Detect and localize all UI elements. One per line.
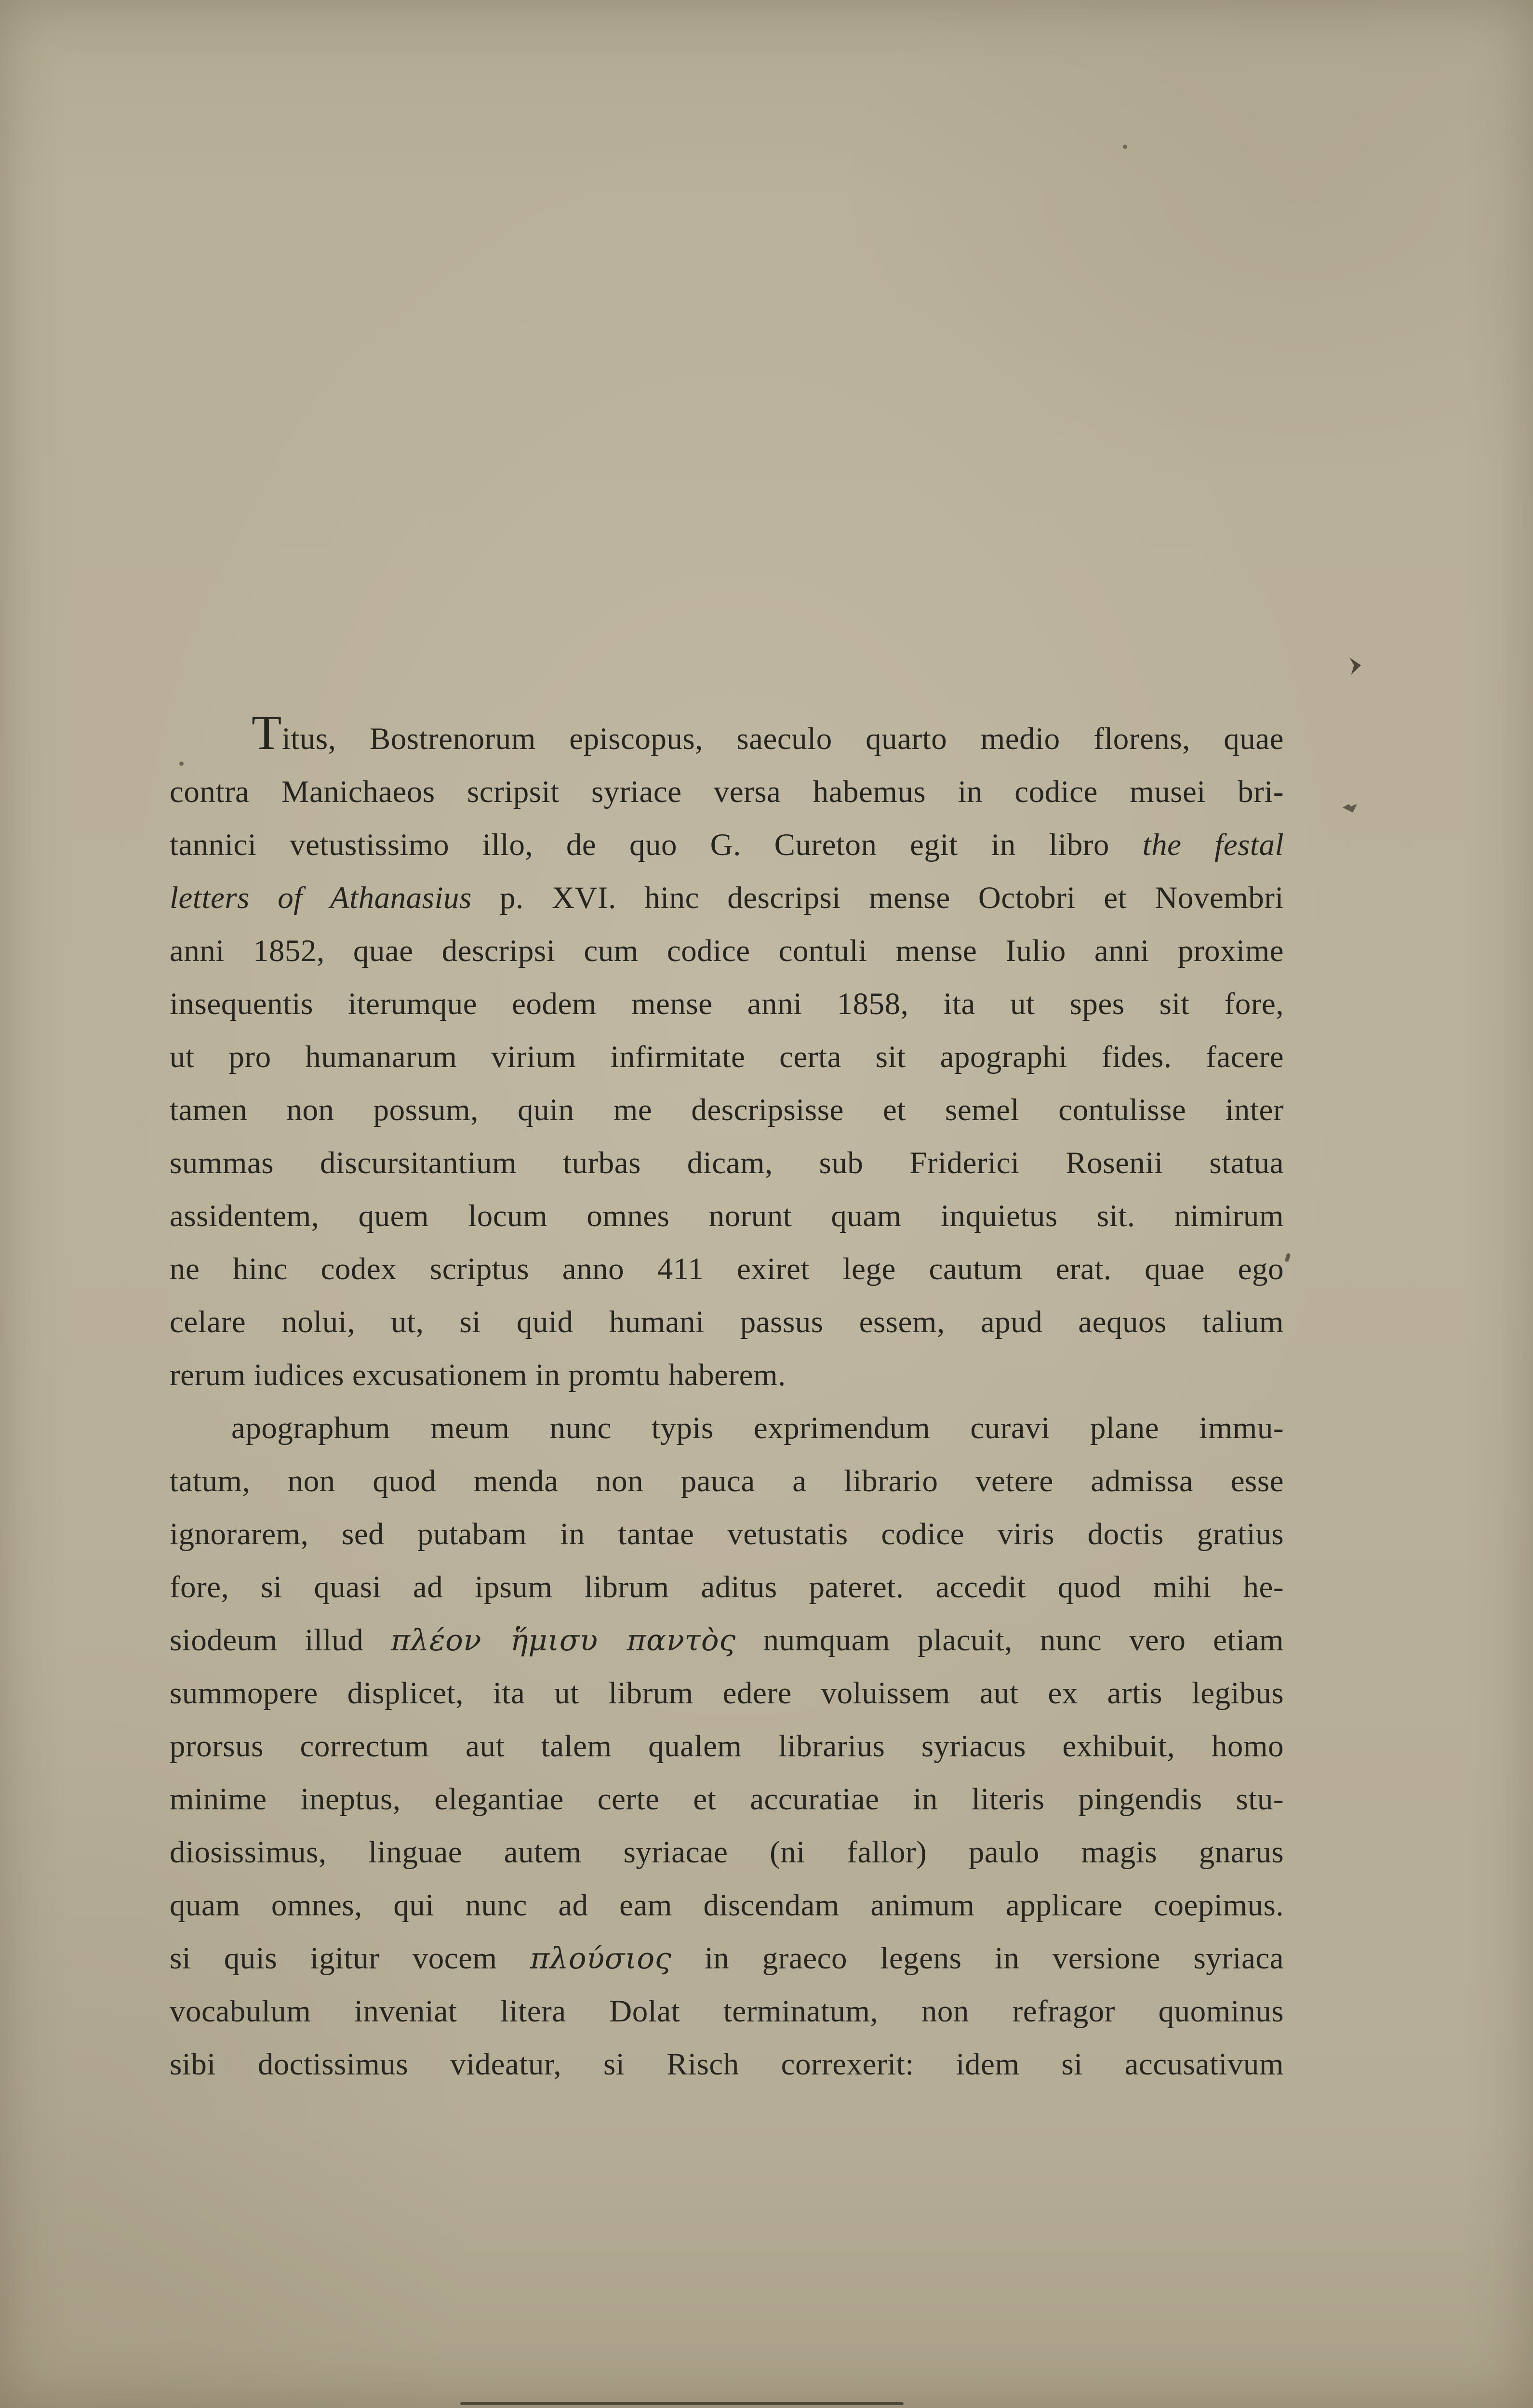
text-segment: in graeco legens in versione syriaca [671,1941,1284,1976]
text-line [170,1243,1284,1296]
drop-cap: T [252,706,282,760]
text-segment: quam omnes, qui nunc ad eam discendam animum applicare coepimus. [170,1888,1284,1923]
text-segment: contra Manichaeos scripsit syriace versa habemus in codice musei bri- [170,775,1284,809]
text-segment: celare nolui, ut, si quid humani passus essem, apud aequos talium [170,1305,1284,1339]
text-segment-italic: letters of Athanasius [170,881,472,915]
text-line [170,1349,1284,1402]
text-line [170,1667,1284,1720]
text-segment: apographum meum nunc typis exprimendum curavi plane immu- [231,1411,1284,1445]
text-line [170,1561,1284,1614]
text-segment-greek: πλούσιος [530,1941,672,1976]
text-segment: fore, si quasi ad ipsum librum aditus pateret. accedit quod mihi he- [170,1570,1284,1605]
text-line [170,706,1284,765]
text-line [170,871,1284,924]
text-line [170,1455,1284,1508]
text-line [170,1614,1284,1667]
text-line [170,1879,1284,1932]
text-segment-italic: the festal [1142,828,1284,862]
text-segment: summopere displicet, ita ut librum edere voluissem aut ex artis legibus [170,1676,1284,1711]
text-segment: rerum iudices excusationem in promtu haberem. [170,1358,786,1392]
text-line [170,977,1284,1030]
text-line [170,1932,1284,1985]
text-line [170,1296,1284,1349]
text-line [170,1508,1284,1561]
text-block [170,706,1284,2091]
text-segment: tannici vetustissimo illo, de quo G. Cureton egit in libro [170,828,1143,862]
text-segment: assidentem, quem locum omnes norunt quam inquietus sit. nimirum [170,1199,1284,1233]
paper-speck [1284,1253,1291,1262]
text-line [170,1030,1284,1084]
paper-speck [1123,145,1127,149]
text-segment: siodeum illud [170,1623,391,1658]
text-line [170,765,1284,818]
paper-speck [179,762,184,766]
text-segment: ignorarem, sed putabam in tantae vetustatis codice viris doctis gratius [170,1517,1284,1552]
text-segment: anni 1852, quae descripsi cum codice contuli mense Iulio anni proxime [170,934,1284,968]
text-segment: tatum, non quod menda non pauca a librario vetere admissa esse [170,1464,1284,1498]
text-segment: itus, Bostrenorum episcopus, saeculo quarto medio florens, quae [281,722,1284,756]
text-line [170,1137,1284,1190]
text-segment: prorsus correctum aut talem qualem librarius syriacus exhibuit, homo [170,1729,1284,1764]
text-line [170,1985,1284,2038]
text-segment: minime ineptus, elegantiae certe et accuratiae in literis pingendis stu- [170,1782,1284,1817]
text-segment: vocabulum inveniat litera Dolat terminatum, non refragor quominus [170,1994,1284,2029]
text-line [170,1190,1284,1243]
text-line [170,1084,1284,1137]
text-segment-greek: πλέον ἥμισυ παντὸς [390,1623,736,1658]
text-segment: tamen non possum, quin me descripsisse et semel contulisse inter [170,1093,1284,1127]
text-segment: si quis igitur vocem [170,1941,530,1976]
text-line [170,2038,1284,2091]
text-segment: insequentis iterumque eodem mense anni 1858, ita ut spes sit fore, [170,987,1284,1021]
text-line [170,1826,1284,1879]
paper-speck [1349,657,1361,675]
text-line [170,1720,1284,1773]
text-segment: p. XVI. hinc descripsi mense Octobri et Novembri [471,881,1284,915]
text-segment: ne hinc codex scriptus anno 411 exiret lege cautum erat. quae ego [170,1252,1284,1286]
text-line [170,924,1284,977]
text-line [170,1402,1284,1455]
text-line [170,1773,1284,1826]
paper-speck [1343,804,1357,813]
text-segment: sibi doctissimus videatur, si Risch correxerit: idem si accusativum [170,2047,1284,2082]
text-segment: summas discursitantium turbas dicam, sub Friderici Rosenii statua [170,1146,1284,1180]
text-line [170,818,1284,871]
text-segment: ut pro humanarum virium infirmitate certa sit apographi fides. facere [170,1040,1284,1074]
text-segment: diosissimus, linguae autem syriacae (ni fallor) paulo magis gnarus [170,1835,1284,1870]
text-segment: numquam placuit, nunc vero etiam [735,1623,1284,1658]
scan-edge-streak [460,2402,904,2405]
